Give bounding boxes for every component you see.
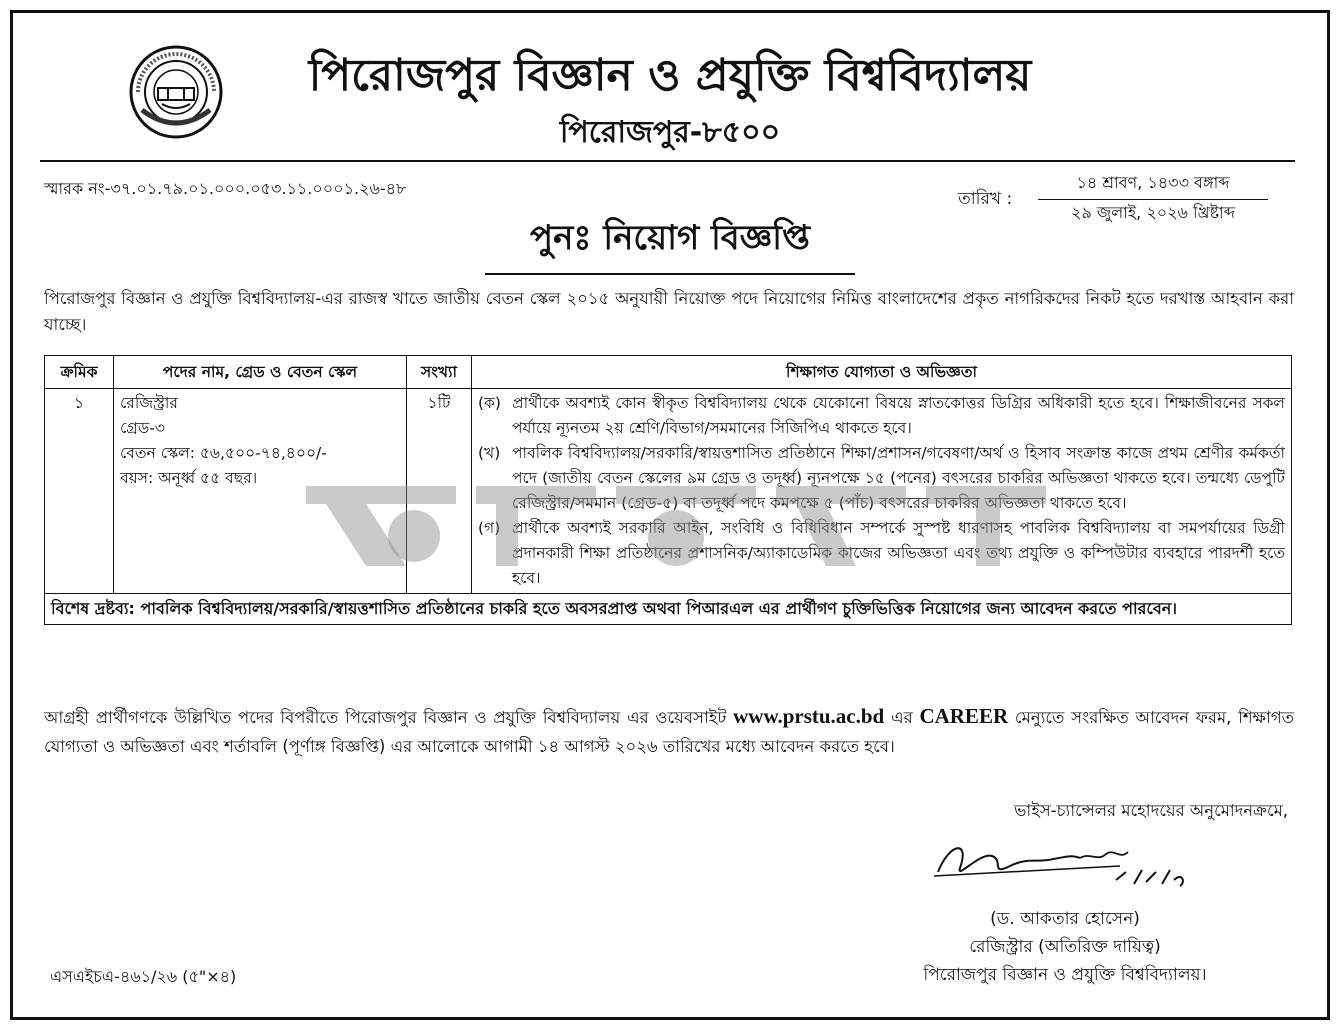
cell-post: [114, 389, 407, 594]
date-label: তারিখ :: [958, 189, 1013, 209]
intro-paragraph: পিরোজপুর বিজ্ঞান ও প্রযুক্তি বিশ্ববিদ্যালয়-এর রাজস্ব খাতে জাতীয় বেতন স্কেল ২০১৫ অনুযায়ী নিয়োক্ত পদে নিয়োগের নিমিত্ত বাংলাদেশের প্রকৃত নাগরিকদের নিকট হতে দরখাস্ত আহবান করা যাচ্ছে।: [44, 289, 1294, 334]
post-name: রেজিস্ট্রার: [120, 394, 178, 412]
website-link[interactable]: www.prstu.ac.bd: [733, 704, 885, 728]
post-age: বয়স: অনূর্ধ্ব ৫৫ বছর।: [120, 469, 258, 487]
cell-serial: ১: [45, 389, 114, 594]
qualification-mark: (ক): [478, 394, 501, 412]
qualification-item: [478, 516, 1285, 591]
university-address: পিরোজপুর-৮৫০০: [559, 115, 781, 150]
date-english: ২৯ জুলাই, ২০২৬ খ্রিষ্টাব্দ: [1071, 203, 1235, 222]
header-divider: [40, 160, 1295, 162]
table-header-row: [45, 356, 1292, 389]
qualification-text: প্রার্থীকে অবশ্যই কোন স্বীকৃত বিশ্ববিদ্যালয় থেকে যেকোনো বিষয়ে স্নাতকোত্তর ডিগ্রির অধিকারী হতে হবে। শিক্ষাজীবনের সকল পর্যায়ে ন্যূনতম ২য় শ্রেণি/বিভাগ/সমমানের সিজিপিএ থাকতে হবে।: [512, 394, 1285, 437]
approval-line: ভাইস-চ্যান্সেলর মহোদয়ের অনুমোদনক্রমে,: [1014, 801, 1288, 820]
header-serial: ক্রমিক: [45, 356, 114, 389]
special-note: বিশেষ দ্রষ্টব্য: পাবলিক বিশ্ববিদ্যালয়/সরকারি/স্বায়ত্তশাসিত প্রতিষ্ঠানের চাকরি হতে অবসরপ্রাপ্ত অথবা পিআরএল এর প্রার্থীগণ চুক্তিভিত্তিক নিয়োগের জন্য আবেদন করতে পারবেন।: [45, 594, 1292, 625]
signatory-organization: পিরোজপুর বিজ্ঞান ও প্রযুক্তি বিশ্ববিদ্যালয়।: [923, 965, 1207, 985]
special-note-row: [45, 594, 1292, 625]
qualification-item: [478, 441, 1285, 516]
university-logo: [128, 44, 224, 140]
cell-count: ১টি: [407, 389, 472, 594]
university-name: পিরোজপুর বিজ্ঞান ও প্রযুক্তি বিশ্ববিদ্যালয়: [308, 50, 1032, 101]
qualification-item: [478, 391, 1285, 441]
application-text-end: মেন্যুতে সংরক্ষিত আবেদন ফরম, শিক্ষাগত যোগ্যতা ও অভিজ্ঞতা এবং শর্তাবলি (পূর্ণাঙ্গ বিজ্ঞপ্তি) এর আলোকে আগামী ১৪ আগস্ট ২০২৬ তারিখের মধ্যে আবেদন করতে হবে।: [44, 708, 1295, 756]
qualification-text: প্রার্থীকে অবশ্যই সরকারি আইন, সংবিধি ও বিধিবিধান সম্পর্কে সুস্পষ্ট ধারণাসহ পাবলিক বিশ্ববিদ্যালয় বা সমপর্যায়ের ডিগ্রী প্রদানকারী শিক্ষা প্রতিষ্ঠানের প্রশাসনিক/অ্যাকাডেমিক কাজের অভিজ্ঞতা এবং তথ্য প্রযুক্তি ও কম্পিউটার ব্যবহারে পারদর্শী হতে হবে।: [512, 519, 1286, 587]
signature-image: [930, 832, 1220, 896]
header-qualification: শিক্ষাগত যোগ্যতা ও অভিজ্ঞতা: [472, 356, 1292, 389]
header-count: সংখ্যা: [407, 356, 472, 389]
notice-title: পুনঃ নিয়োগ বিজ্ঞপ্তি: [485, 212, 855, 275]
date-bangla: ১৪ শ্রাবণ, ১৪৩৩ বঙ্গাব্দ: [1038, 170, 1268, 200]
qualification-text: পাবলিক বিশ্ববিদ্যালয়/সরকারি/স্বায়ত্তশাসিত প্রতিষ্ঠানে শিক্ষা/প্রশাসন/গবেষণা/অর্থ ও হিসাব সংক্রান্ত কাজে প্রথম শ্রেণীর কর্মকর্তা পদে (জাতীয় বেতন স্কেলের ৯ম গ্রেড ও তদূর্ধ্ব) ন্যূনপক্ষে ১৫ (পনের) বৎসরের চাকরির অভিজ্ঞতা থাকতে হবে। তন্মধ্যে ডেপুটি রেজিস্ট্রার/সমমান (গ্রেড-৫) বা তদূর্ধ্ব পদে কমপক্ষে ৫ (পাঁচ) বৎসরের চাকরির অভিজ্ঞতা থাকতে হবে।: [512, 444, 1285, 512]
post-grade: গ্রেড-৩: [120, 419, 165, 437]
post-pay-scale: বেতন স্কেল: ৫৬,৫০০-৭৪,৪০০/-: [120, 444, 327, 462]
memo-number: স্মারক নং-৩৭.০১.৭৯.০১.০০০.০৫৩.১১.০০০১.২৬-৪৮: [44, 179, 407, 198]
application-text-start: আগ্রহী প্রার্থীগণকে উল্লিখিত পদের বিপরীতে পিরোজপুর বিজ্ঞান ও প্রযুক্তি বিশ্ববিদ্যালয় এর ওয়েবসাইট: [44, 708, 734, 727]
application-paragraph: [44, 702, 1294, 761]
cell-qualification: [472, 389, 1292, 594]
career-menu-label: CAREER: [919, 704, 1009, 728]
signatory-designation: রেজিস্ট্রার (অতিরিক্ত দায়িত্ব): [969, 937, 1161, 957]
header-post: পদের নাম, গ্রেড ও বেতন স্কেল: [114, 356, 407, 389]
footer-reference: এসএইচএ-৪৬১/২৬ (৫"×৪): [50, 967, 237, 986]
posts-table: [44, 355, 1292, 625]
signatory-name: (ড. আকতার হোসেন): [990, 909, 1140, 929]
qualification-mark: (গ): [478, 519, 501, 537]
qualification-mark: (খ): [478, 444, 501, 462]
application-text-mid: এর: [884, 708, 920, 727]
table-row: [45, 389, 1292, 594]
